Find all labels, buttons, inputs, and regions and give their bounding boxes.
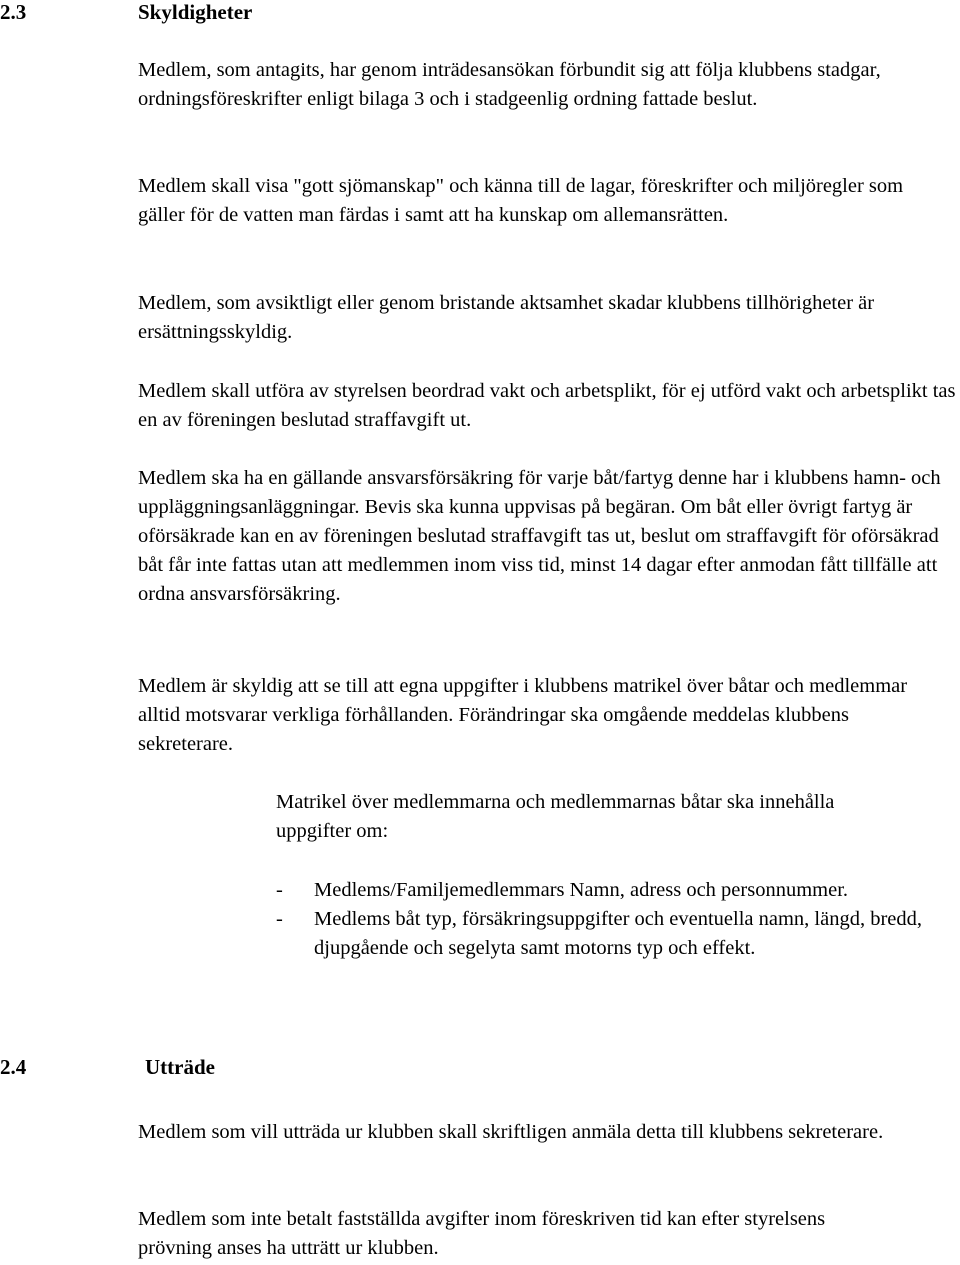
section-heading-uttrade: [0, 1053, 215, 1082]
paragraph-seamanship: Medlem skall visa "gott sjömanskap" och känna till de lagar, föreskrifter och miljöregler som gäller för de vatten man färdas i samt att ha kunskap om allemansrätten.: [138, 175, 904, 226]
paragraph-damage-liability: Medlem, som avsiktligt eller genom bristande aktsamhet skadar klubbens tillhörigheter är ersättningsskyldig.: [138, 292, 875, 343]
matrix-item-list: [276, 876, 946, 963]
list-bullet: -: [276, 908, 283, 930]
paragraph-membership-obligations: Medlem, som antagits, har genom inträdesansökan förbundit sig att följa klubbens stadgar, ordningsföreskrifter enligt bilaga 3 och i stadgeenlig ordning fattade beslut.: [138, 59, 881, 110]
list-bullet: -: [276, 879, 283, 901]
section-title: Utträde: [145, 1055, 215, 1079]
section-number: 2.3: [0, 0, 27, 24]
list-item-text: Medlems/Familjemedlemmars Namn, adress och personnummer.: [314, 879, 849, 901]
paragraph-unpaid-fees: Medlem som inte betalt fastställda avgifter inom föreskriven tid kan efter styrelsens prövning anses ha utträtt ur klubben.: [138, 1208, 826, 1259]
paragraph-watch-duty: Medlem skall utföra av styrelsen beordrad vakt och arbetsplikt, för ej utförd vakt och arbetsplikt tas en av föreningen beslutad straffavgift ut.: [138, 380, 956, 431]
section-number: 2.4: [0, 1055, 27, 1079]
paragraph-resignation: Medlem som vill utträda ur klubben skall skriftligen anmäla detta till klubbens sekreterare.: [138, 1121, 884, 1143]
section-heading-skyldigheter: [0, 0, 252, 27]
section-title: Skyldigheter: [138, 0, 253, 24]
list-item-text: Medlems båt typ, försäkringsuppgifter och eventuella namn, längd, bredd, djupgående och segelyta samt motorns typ och effekt.: [314, 908, 923, 959]
list-item: [276, 905, 954, 963]
matrix-intro: Matrikel över medlemmarna och medlemmarnas båtar ska innehålla uppgifter om:: [276, 791, 835, 842]
list-item: [276, 876, 874, 905]
paragraph-insurance: Medlem ska ha en gällande ansvarsförsäkring för varje båt/fartyg denne har i klubbens hamn- och uppläggningsanläggningar. Bevis ska kunna uppvisas på begäran. Om båt eller övrigt fartyg är oförsäkrade kan en av föreningen beslutad straffavgift tas ut, beslut om straffavgift för oförsäkrad båt får inte fattas utan att medlemmen inom viss tid, minst 14 dagar efter anmodan fått tillfälle att ordna ansvarsförsäkring.: [138, 467, 941, 605]
paragraph-register-accuracy: Medlem är skyldig att se till att egna uppgifter i klubbens matrikel över båtar och medlemmar alltid motsvarar verkliga förhållanden. Förändringar ska omgående meddelas klubbens sekreterare.: [138, 675, 908, 755]
